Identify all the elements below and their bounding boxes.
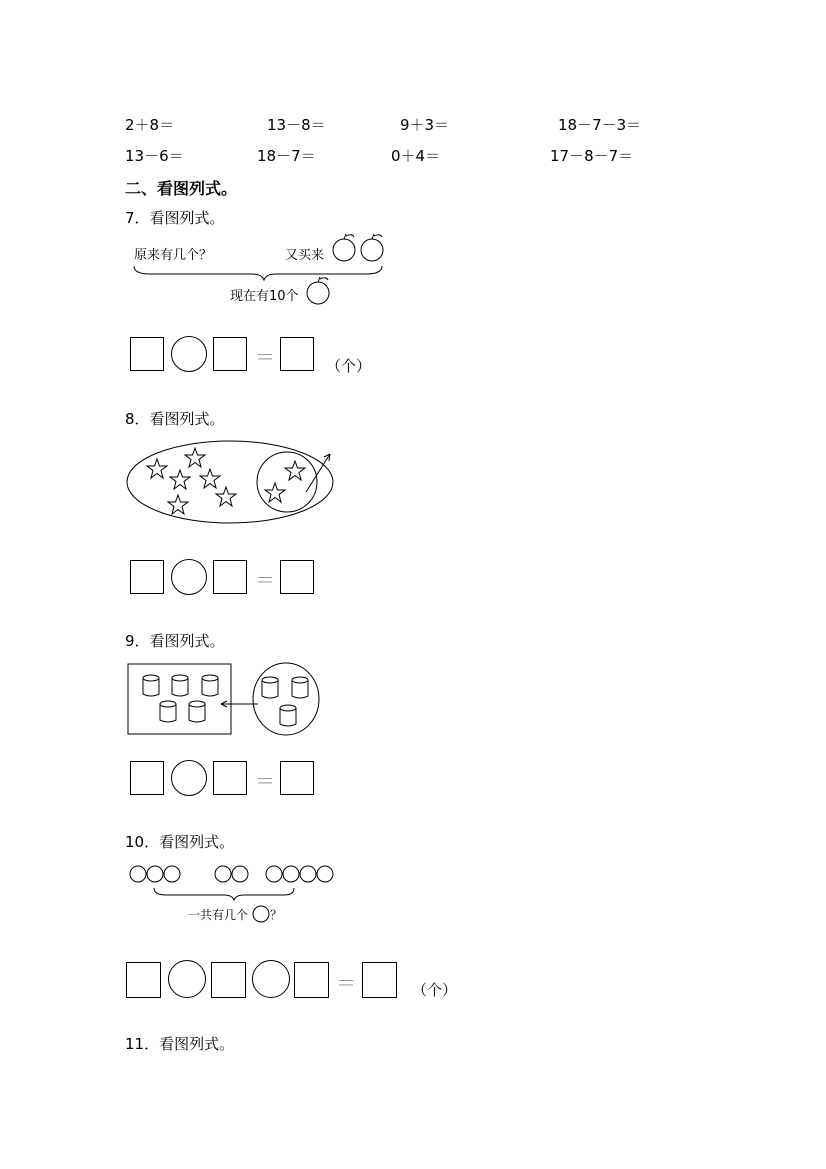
unit-label: （个） xyxy=(326,357,372,375)
q7-right-label: 又买来 xyxy=(285,248,325,263)
circle-icon xyxy=(300,866,316,882)
cup-icon xyxy=(262,677,278,698)
exercise-2: 13－8＝ xyxy=(267,116,326,134)
star-icon xyxy=(265,483,285,502)
question-10-title: 10．看图列式。 xyxy=(125,833,235,851)
answer-box[interactable] xyxy=(280,560,314,594)
cup-icon xyxy=(160,701,176,722)
answer-box[interactable] xyxy=(130,560,164,594)
q8-figure xyxy=(120,432,350,532)
unit-label: （个） xyxy=(412,981,458,999)
circle-icon xyxy=(266,866,282,882)
answer-box[interactable] xyxy=(130,761,164,795)
equals-sign: ＝ xyxy=(255,769,275,793)
answer-box[interactable] xyxy=(213,560,247,594)
cup-icon xyxy=(202,675,218,696)
answer-box[interactable] xyxy=(213,337,247,371)
question-11-title: 11．看图列式。 xyxy=(125,1035,235,1053)
exercise-8: 17－8－7＝ xyxy=(550,147,634,165)
circle-icon xyxy=(215,866,231,882)
q10-question-mark: ？ xyxy=(270,908,283,922)
circle-icon xyxy=(283,866,299,882)
answer-box[interactable] xyxy=(280,337,314,371)
cup-icon xyxy=(143,675,159,696)
q7-figure xyxy=(120,230,400,310)
star-icon xyxy=(170,470,190,489)
brace xyxy=(134,266,382,280)
cup-icon xyxy=(292,677,308,698)
star-icon xyxy=(168,495,188,514)
answer-box[interactable] xyxy=(213,761,247,795)
exercise-3: 9＋3＝ xyxy=(400,116,450,134)
star-icon xyxy=(147,459,167,478)
star-icon xyxy=(285,461,305,480)
exercise-4: 18－7－3＝ xyxy=(558,116,642,134)
circle-icon xyxy=(130,866,146,882)
equals-sign: ＝ xyxy=(336,971,356,995)
star-icon xyxy=(200,469,220,488)
circle-icon xyxy=(317,866,333,882)
q10-label: 一共有几个 xyxy=(188,908,249,922)
exercise-1: 2＋8＝ xyxy=(125,116,175,134)
answer-box[interactable] xyxy=(294,962,329,998)
answer-box[interactable] xyxy=(130,337,164,371)
apple-icon xyxy=(361,234,383,261)
equals-sign: ＝ xyxy=(255,568,275,592)
circle-icon xyxy=(232,866,248,882)
answer-box[interactable] xyxy=(362,962,397,998)
operator-circle[interactable] xyxy=(171,760,207,796)
q9-figure xyxy=(126,660,326,740)
circle-icon xyxy=(147,866,163,882)
exercise-6: 18－7＝ xyxy=(257,147,316,165)
question-8-title: 8．看图列式。 xyxy=(125,410,225,428)
answer-box[interactable] xyxy=(280,761,314,795)
answer-box[interactable] xyxy=(211,962,246,998)
section-heading: 二、看图列式。 xyxy=(125,179,238,198)
operator-circle[interactable] xyxy=(171,336,207,372)
circle-icon xyxy=(164,866,180,882)
question-9-title: 9．看图列式。 xyxy=(125,632,225,650)
star-icon xyxy=(216,487,236,506)
cup-icon xyxy=(280,705,296,726)
apple-icon xyxy=(307,277,329,304)
q7-bottom-label: 现在有10个 xyxy=(230,289,299,304)
operator-circle[interactable] xyxy=(252,960,290,998)
question-7-title: 7．看图列式。 xyxy=(125,209,225,227)
brace xyxy=(154,888,294,900)
equals-sign: ＝ xyxy=(255,345,275,369)
operator-circle[interactable] xyxy=(168,960,206,998)
star-icon xyxy=(185,448,205,467)
circle-icon xyxy=(253,906,269,922)
cup-icon xyxy=(172,675,188,696)
q7-left-label: 原来有几个？ xyxy=(134,248,213,263)
apple-icon xyxy=(333,234,355,261)
exercise-7: 0＋4＝ xyxy=(391,147,441,165)
answer-box[interactable] xyxy=(126,962,161,998)
exercise-5: 13－6＝ xyxy=(125,147,184,165)
operator-circle[interactable] xyxy=(171,559,207,595)
cup-icon xyxy=(189,701,205,722)
